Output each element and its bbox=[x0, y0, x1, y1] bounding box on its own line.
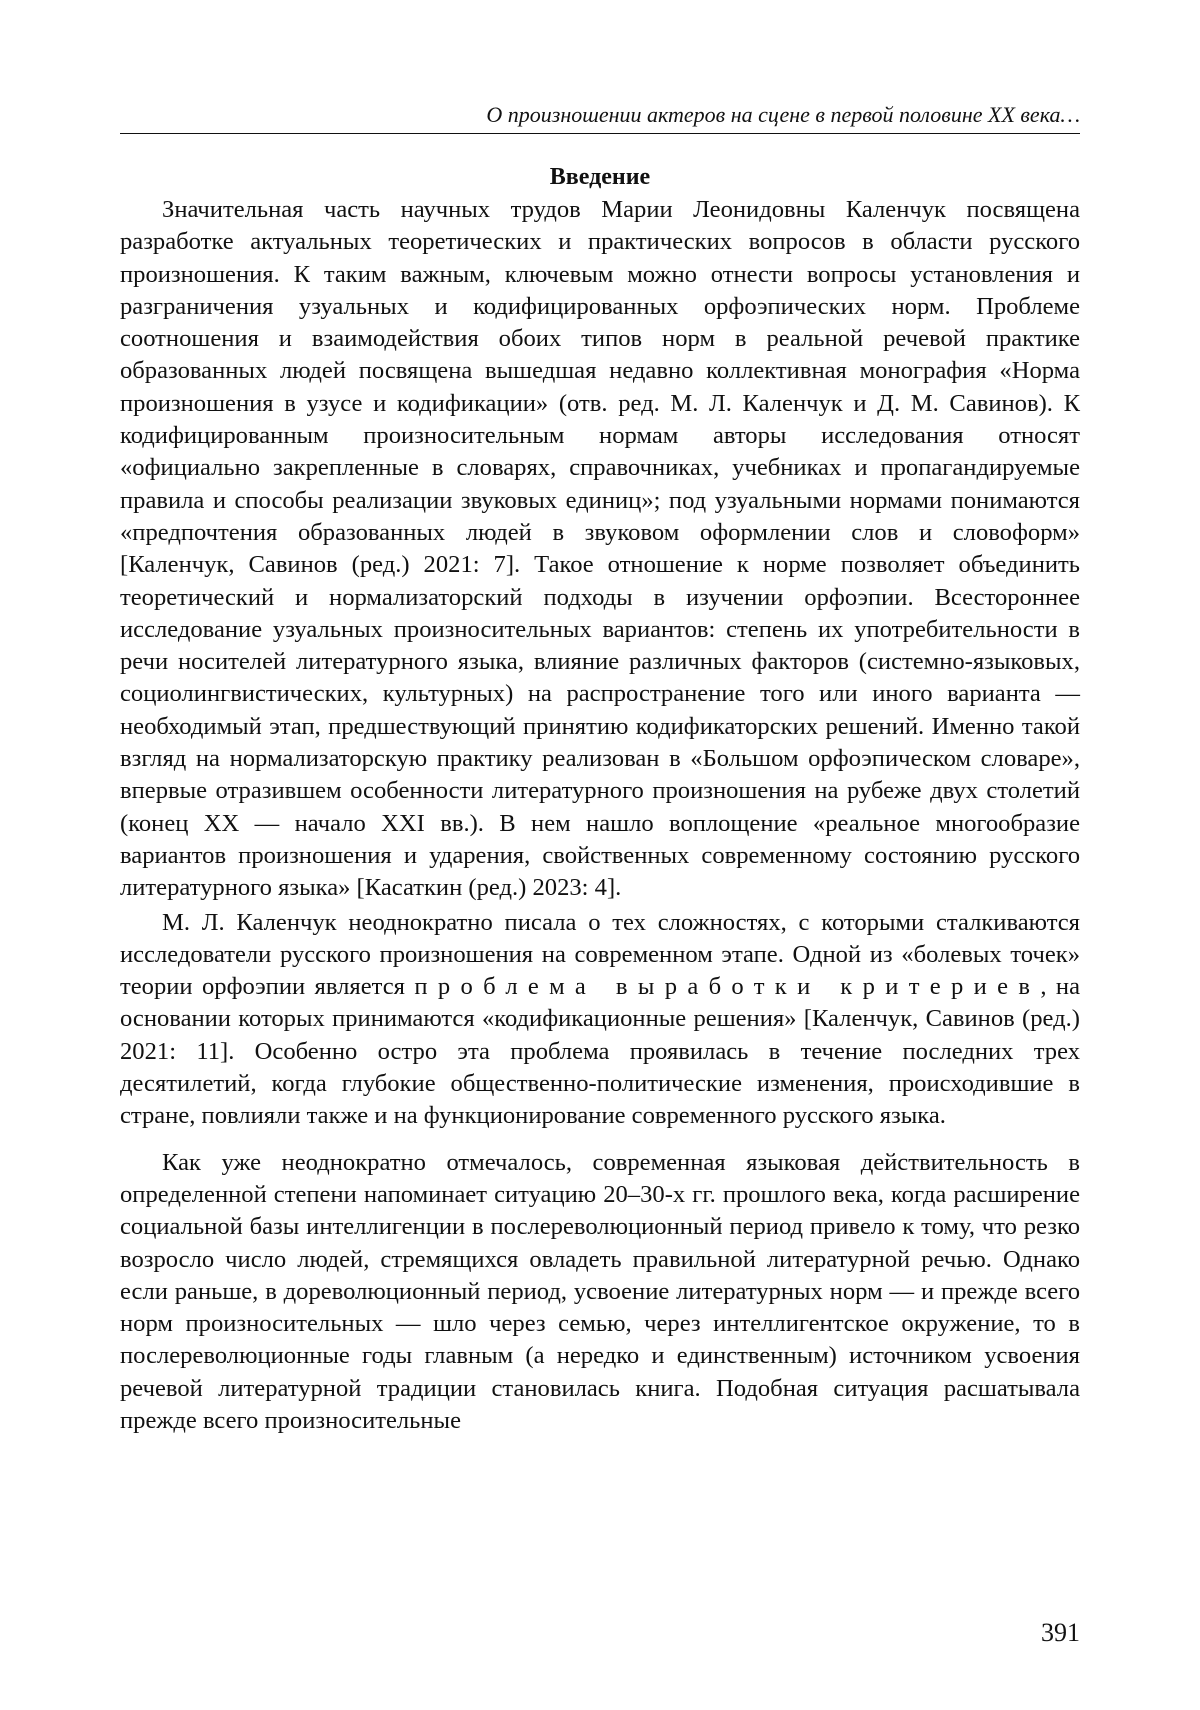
page-number: 391 bbox=[1041, 1618, 1080, 1647]
running-header: О произношении актеров на сцене в первой половине XX века… bbox=[486, 102, 1080, 127]
paragraph-2 bbox=[120, 907, 1080, 1133]
paragraph-1: Значительная часть научных трудов Марии Леонидовны Каленчук посвящена разработке актуальных теоретических и практических вопросов в области русского произношения. К таким важным, ключевым можно отнести вопросы установления и разграничения узуальных и кодифицированных орфоэпических норм. Проблеме соотношения и взаимодействия обоих типов норм в реальной речевой практике образованных людей посвящена вышедшая недавно коллективная монография «Норма произношения в узусе и кодификации» (отв. ред. М. Л. Каленчук и Д. М. Савинов). К кодифицированным произносительным нормам авторы исследования относят «официально закрепленные в словарях, справочниках, учебниках и пропагандируемые правила и способы реализации звуковых единиц»; под узуальными нормами понимаются «предпочтения образованных людей в звуковом оформлении слов и словоформ» [Каленчук, Савинов (ред.) 2021: 7]. Такое отношение к норме позволяет объединить теоретический и нормализаторский подходы в изучении орфоэпии. Всестороннее исследование узуальных произносительных вариантов: степень их употребительности в речи носителей литературного языка, влияние различных факторов (системно-языковых, социолингвистических, культурных) на распространение того или иного варианта — необходимый этап, предшествующий принятию кодификаторских решений. Именно такой взгляд на нормализаторскую практику реализован в «Большом орфоэпическом словаре», впервые отразившем особенности литературного произношения на рубеже двух столетий (конец XX — начало XXI вв.). В нем нашло воплощение «реальное многообразие вариантов произношения и ударения, свойственных современному состоянию русского литературного языка» [Касаткин (ред.) 2023: 4]. bbox=[120, 196, 1080, 902]
paragraph-2-text-before: М. Л. Каленчук неоднократно писала о тех сложностях, с которыми сталкиваются исследователи русского произношения на современном этапе. Одной из «болевых точек» теории орфоэпии является bbox=[120, 908, 1080, 1001]
body-text bbox=[120, 160, 1080, 1437]
header-rule bbox=[120, 133, 1080, 134]
spaced-emphasis: проблема выработки критериев bbox=[414, 973, 1041, 1001]
paragraph-3: Как уже неоднократно отмечалось, современная языковая действительность в определенной степени напоминает ситуацию 20–30-х гг. прошлого века, когда расширение социальной базы интеллигенции в послереволюционный период привело к тому, что резко возросло число людей, стремящихся овладеть правильной литературной речью. Однако если раньше, в дореволюционный период, усвоение литературных норм — и прежде всего норм произносительных — шло через семью, через интеллигентское окружение, то в послереволюционные годы главным (а нередко и единственным) источником усвоения речевой литературной традиции становилась книга. Подобная ситуация расшатывала прежде всего произносительные bbox=[120, 1148, 1080, 1434]
section-title: Введение bbox=[549, 164, 651, 190]
paragraph-2-text-after: , на основании которых принимаются «кодификационные решения» [Каленчук, Савинов (ред.) 2021: 11]. Особенно остро эта проблема проявилась в течение последних трех десятилетий, когда глубокие общественно-политические изменения, происходившие в стране, повлияли также и на функционирование современного русского языка. bbox=[120, 973, 1080, 1130]
